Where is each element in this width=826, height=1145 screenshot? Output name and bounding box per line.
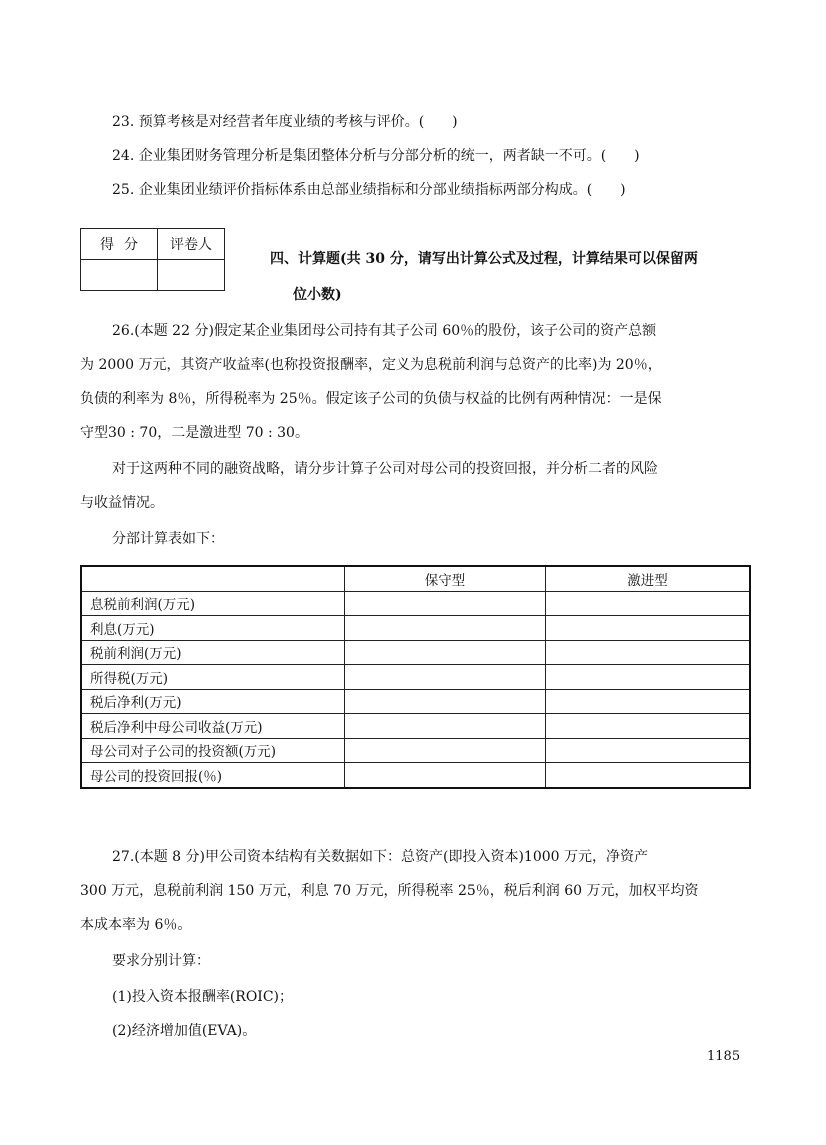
table-row	[81, 640, 750, 665]
table-row	[81, 591, 750, 616]
q27-requirement-1: (1)投入资本报酬率(ROIC)；	[112, 989, 294, 1005]
q26-para2-line-2: 与收益情况。	[80, 495, 164, 511]
q27-line-3: 本成本率为 6％。	[80, 917, 192, 933]
grader-cell	[158, 260, 225, 291]
cell	[546, 763, 751, 788]
table-row	[81, 738, 750, 763]
cell	[546, 640, 751, 665]
cell	[345, 714, 546, 739]
cell	[546, 665, 751, 690]
q27-line-1: 27.(本题 8 分)甲公司资本结构有关数据如下：总资产(即投入资本)1000 万元，净资产	[112, 849, 648, 865]
cell	[546, 738, 751, 763]
cell	[546, 616, 751, 641]
q27-requirement-intro: 要求分别计算：	[112, 953, 210, 969]
q27-line-2: 300 万元，息税前利润 150 万元，利息 70 万元，所得税率 25％，税后利润 60 万元，加权平均资	[80, 883, 699, 899]
q26-line-2: 为 2000 万元，其资产收益率(也称投资报酬率，定义为息税前利润与总资产的比率)为 20％，	[80, 357, 662, 373]
section-title: 四、计算题(共 30 分，请写出计算公式及过程，计算结果可以保留两	[270, 251, 698, 267]
calc-table	[80, 565, 751, 789]
grader-label: 评卷人	[158, 229, 225, 260]
q26-line-4: 守型30 : 70，二是激进型 70 : 30。	[80, 425, 309, 441]
row-label: 利息(万元)	[81, 616, 345, 641]
q26-para2-line-1: 对于这两种不同的融资战略，请分步计算子公司对母公司的投资回报，并分析二者的风险	[112, 461, 658, 477]
table-header-row	[81, 566, 750, 591]
cell	[546, 714, 751, 739]
table-row	[81, 763, 750, 788]
table-row	[81, 689, 750, 714]
cell	[345, 763, 546, 788]
table-header-conservative: 保守型	[345, 566, 546, 591]
score-box	[80, 228, 225, 291]
cell	[345, 640, 546, 665]
row-label: 所得税(万元)	[81, 665, 345, 690]
row-label: 税后净利中母公司收益(万元)	[81, 714, 345, 739]
cell	[345, 689, 546, 714]
table-header-blank	[81, 566, 345, 591]
table-intro: 分部计算表如下：	[112, 531, 224, 547]
q26-line-3: 负债的利率为 8％，所得税率为 25％。假定该子公司的负债与权益的比例有两种情况：一是保	[80, 391, 662, 407]
row-label: 息税前利润(万元)	[81, 591, 345, 616]
row-label: 税后净利(万元)	[81, 689, 345, 714]
cell	[345, 616, 546, 641]
question-25: 25. 企业集团业绩评价指标体系由总部业绩指标和分部业绩指标两部分构成。( )	[112, 182, 626, 198]
table-header-aggressive: 激进型	[546, 566, 751, 591]
score-cell	[81, 260, 158, 291]
cell	[345, 738, 546, 763]
question-24: 24. 企业集团财务管理分析是集团整体分析与分部分析的统一，两者缺一不可。( )	[112, 148, 640, 164]
q26-line-1: 26.(本题 22 分)假定某企业集团母公司持有其子公司 60％的股份，该子公司的资产总额	[112, 323, 657, 339]
row-label: 母公司的投资回报(％)	[81, 763, 345, 788]
cell	[546, 689, 751, 714]
score-label: 得分	[81, 229, 158, 260]
page-number: 1185	[707, 1049, 741, 1064]
table-row	[81, 665, 750, 690]
row-label: 母公司对子公司的投资额(万元)	[81, 738, 345, 763]
row-label: 税前利润(万元)	[81, 640, 345, 665]
cell	[546, 591, 751, 616]
question-23: 23. 预算考核是对经营者年度业绩的考核与评价。( )	[112, 114, 458, 130]
table-row	[81, 616, 750, 641]
cell	[345, 591, 546, 616]
section-title-continued: 位小数)	[293, 287, 342, 303]
cell	[345, 665, 546, 690]
q27-requirement-2: (2)经济增加值(EVA)。	[112, 1023, 257, 1039]
table-row	[81, 714, 750, 739]
